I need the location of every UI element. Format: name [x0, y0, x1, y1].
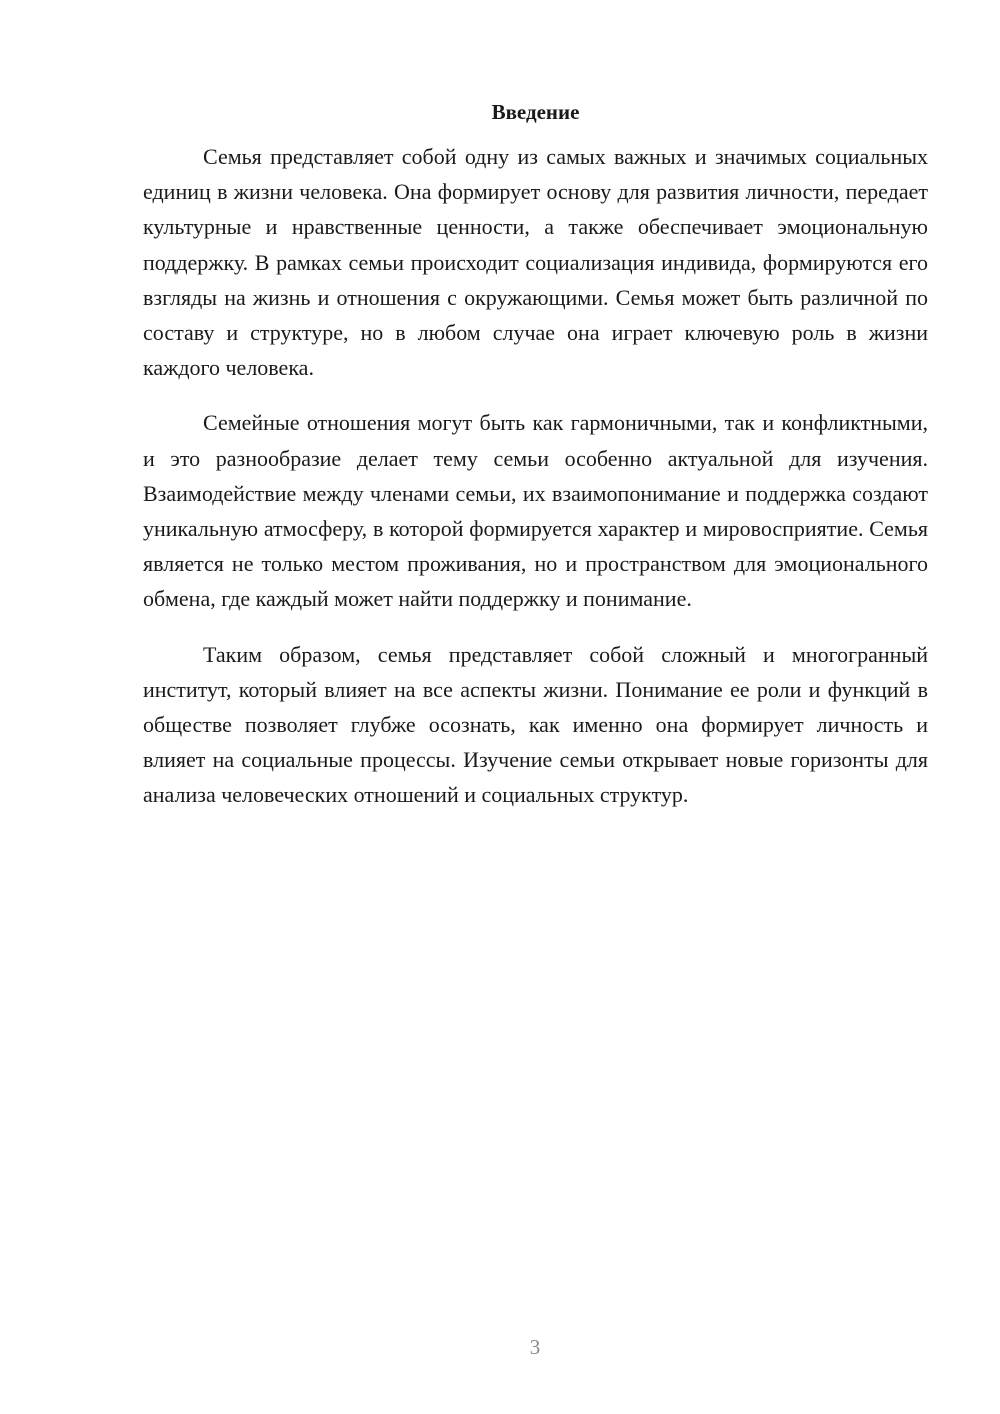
- paragraph-3: Таким образом, семья представляет собой сложный и многогранный институт, который влияет на все аспекты жизни. Понимание ее роли и функций в обществе позволяет глубже осознать, как именно она формирует личность и влияет на социальные процессы. Изучение семьи открывает новые горизонты для анализа человеческих отношений и социальных структур.: [143, 641, 928, 808]
- section-heading: Введение: [491, 100, 580, 124]
- paragraph-2: Семейные отношения могут быть как гармоничными, так и конфликтными, и это разнообразие делает тему семьи особенно актуальной для изучения. Взаимодействие между членами семьи, их взаимопонимание и поддержка создают уникальную атмосферу, в которой формируется характер и мировосприятие. Семья является не только местом проживания, но и пространством для эмоционального обмена, где каждый может найти поддержку и понимание.: [143, 410, 928, 612]
- page-number: 3: [529, 1335, 541, 1359]
- paragraph-1: Семья представляет собой одну из самых важных и значимых социальных единиц в жизни человека. Она формирует основу для развития личности, передает культурные и нравственные ценности, а также обеспечивает эмоциональную поддержку. В рамках семьи происходит социализация индивида, формируются его взгляды на жизнь и отношения с окружающими. Семья может быть различной по составу и структуре, но в любом случае она играет ключевую роль в жизни каждого человека.: [143, 144, 928, 381]
- page-content: [143, 97, 928, 833]
